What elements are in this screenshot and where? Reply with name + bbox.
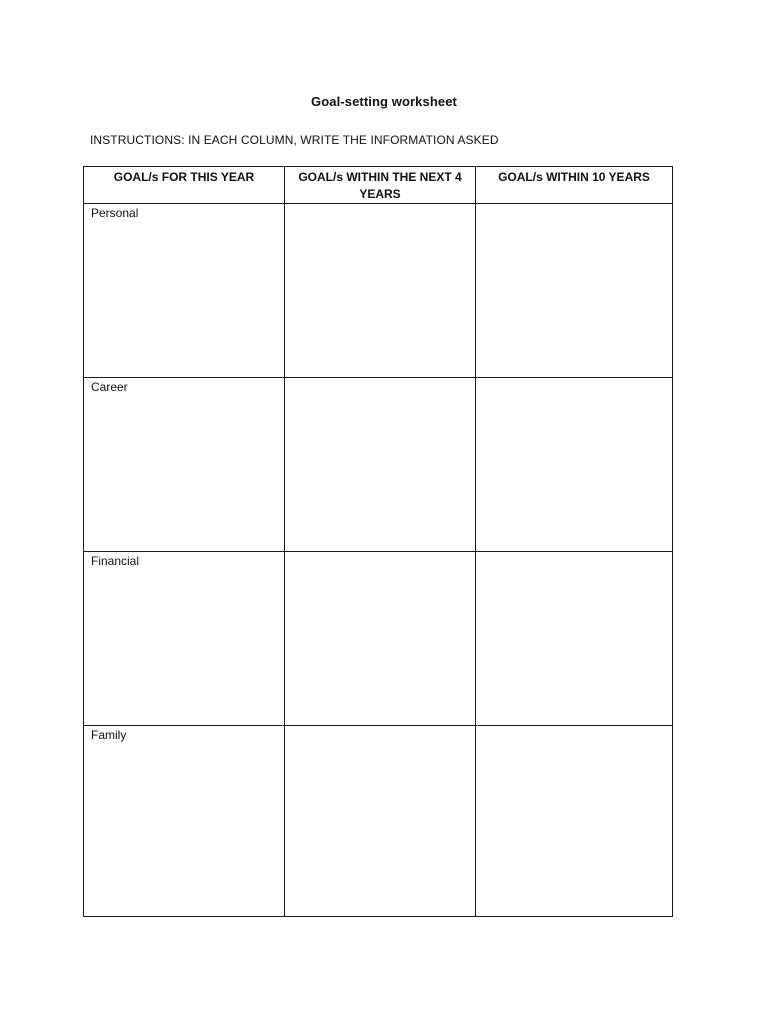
header-goals-next-4-years: GOAL/s WITHIN THE NEXT 4 YEARS — [285, 167, 476, 204]
row-label-financial: Financial — [91, 554, 140, 568]
table-header-row — [84, 167, 673, 204]
cell-family-10-years[interactable] — [476, 726, 673, 917]
row-label-personal: Personal — [91, 206, 139, 220]
table-row-financial — [84, 552, 673, 726]
cell-financial-10-years[interactable] — [476, 552, 673, 726]
cell-family-this-year[interactable] — [84, 726, 285, 917]
row-label-career: Career — [91, 380, 128, 394]
cell-personal-next-4-years[interactable] — [285, 204, 476, 378]
row-label-family: Family — [91, 728, 127, 742]
cell-career-next-4-years[interactable] — [285, 378, 476, 552]
cell-career-this-year[interactable] — [84, 378, 285, 552]
cell-family-next-4-years[interactable] — [285, 726, 476, 917]
goal-worksheet-table — [83, 166, 673, 917]
table-row-career — [84, 378, 673, 552]
cell-personal-10-years[interactable] — [476, 204, 673, 378]
cell-personal-this-year[interactable] — [84, 204, 285, 378]
table-row-personal — [84, 204, 673, 378]
cell-career-10-years[interactable] — [476, 378, 673, 552]
table-row-family — [84, 726, 673, 917]
instructions-text: INSTRUCTIONS: IN EACH COLUMN, WRITE THE INFORMATION ASKED — [90, 133, 499, 147]
header-goals-10-years: GOAL/s WITHIN 10 YEARS — [476, 167, 673, 204]
header-goals-this-year: GOAL/s FOR THIS YEAR — [84, 167, 285, 204]
cell-financial-next-4-years[interactable] — [285, 552, 476, 726]
cell-financial-this-year[interactable] — [84, 552, 285, 726]
page-title: Goal-setting worksheet — [311, 94, 457, 109]
